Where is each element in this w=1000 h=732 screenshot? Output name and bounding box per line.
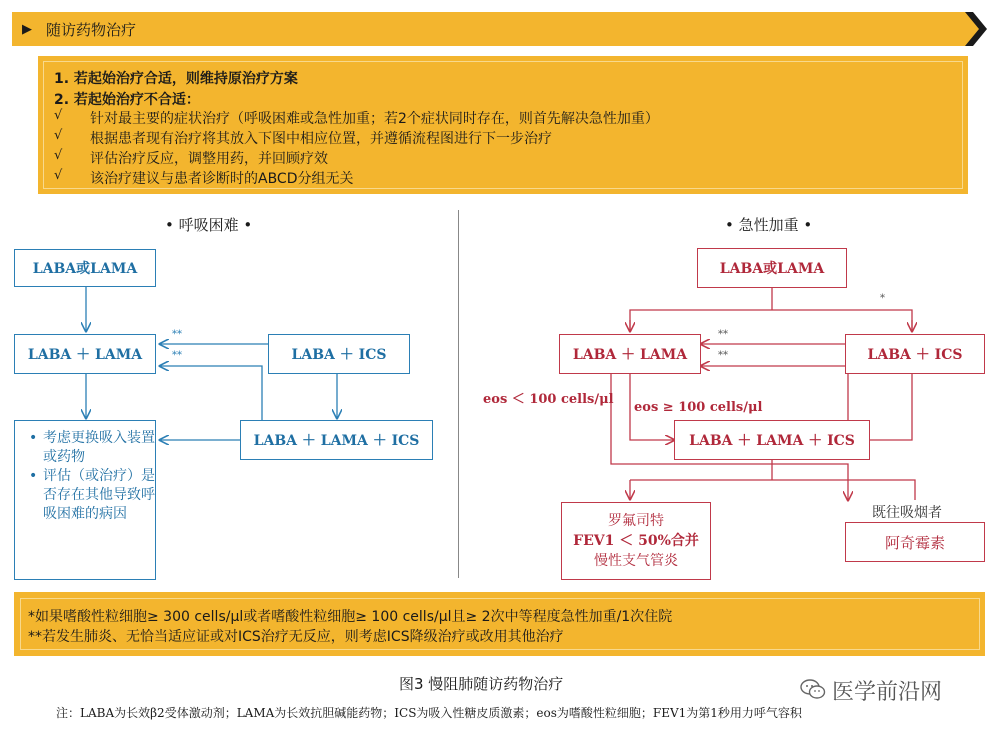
principle-item-2: 2. 若起始治疗不合适： [54,92,200,108]
exac-laba-or-lama-box: LABA或LAMA [697,248,847,288]
check-item-4: 该治疗建议与患者诊断时的ABCD分组无关 [90,171,354,187]
exac-triple-therapy-box: LABA ＋ LAMA ＋ ICS [674,420,870,460]
footnote-single-star: *如果嗜酸性粒细胞≥ 300 cells/μl或者嗜酸性粒细胞≥ 100 cells/μl且≥ 2次中等程度急性加重/1次住院 [28,609,673,625]
azithromycin-box: 阿奇霉素 [845,522,985,562]
figure-caption: 图3 慢阻肺随访药物治疗 [399,675,564,693]
check-icon: √ [54,168,63,183]
figure-abbreviation-note: 注：LABA为长效β2受体激动剂；LAMA为长效抗胆碱能药物；ICS为吸入性糖皮质激素；eos为嗜酸性粒细胞；FEV1为第1秒用力呼气容积 [56,706,802,720]
single-star-marker: * [880,293,885,304]
exac-laba-ics-box: LABA ＋ ICS [845,334,985,374]
bullet-icon: • [29,430,38,446]
check-item-3: 评估治疗反应，调整用药，并回顾疗效 [90,151,328,167]
note-list-item [29,429,155,467]
check-item-2: 根据患者现有治疗将其放入下图中相应位置，并遵循流程图进行下一步治疗 [90,131,552,147]
double-star-marker: ** [718,350,728,361]
check-icon: √ [54,148,63,163]
principle-item-1: 1. 若起始治疗合适，则维持原治疗方案 [54,71,298,87]
triangle-marker-icon: ▶ [22,22,32,37]
roflumilast-name: 罗氟司特 [608,513,664,529]
roflumilast-box [561,502,711,580]
roflumilast-fev1-criterion: FEV1 ＜ 50%合并 [573,533,699,549]
check-item-1: 针对最主要的症状治疗（呼吸困难或急性加重；若2个症状同时存在，则首先解决急性加重） [90,111,659,127]
dyspnea-laba-or-lama-box: LABA或LAMA [14,249,156,287]
dyspnea-consider-note-box [14,420,156,580]
dyspnea-laba-ics-box: LABA ＋ ICS [268,334,410,374]
dyspnea-laba-lama-box: LABA ＋ LAMA [14,334,156,374]
note-change-device-text: 考虑更换吸入装置或药物 [43,430,155,465]
watermark-text: 医学前沿网 [832,680,943,705]
dyspnea-triple-therapy-box: LABA ＋ LAMA ＋ ICS [240,420,433,460]
exac-laba-lama-box: LABA ＋ LAMA [559,334,701,374]
note-evaluate-causes-text: 评估（或治疗）是否存在其他导致呼吸困难的病因 [43,468,155,522]
roflumilast-bronchitis-criterion: 慢性支气管炎 [594,553,678,569]
check-icon: √ [54,108,63,123]
exacerbation-title: • 急性加重 • [725,216,813,234]
footnote-double-star: **若发生肺炎、无恰当适应证或对ICS治疗无反应，则考虑ICS降级治疗或改用其他治疗 [28,629,564,645]
bullet-icon: • [29,468,38,484]
double-star-marker: ** [172,350,182,361]
dyspnea-title: • 呼吸困难 • [165,216,253,234]
note-list-item [29,467,155,524]
double-star-marker: ** [172,329,182,340]
section-title: 随访药物治疗 [46,21,137,39]
eos-low-label: eos ＜ 100 cells/μl [483,392,614,407]
wechat-icon [800,678,826,700]
former-smoker-label: 既往吸烟者 [872,505,942,521]
check-icon: √ [54,128,63,143]
double-star-marker: ** [718,329,728,340]
eos-high-label: eos ≥ 100 cells/μl [634,400,763,415]
